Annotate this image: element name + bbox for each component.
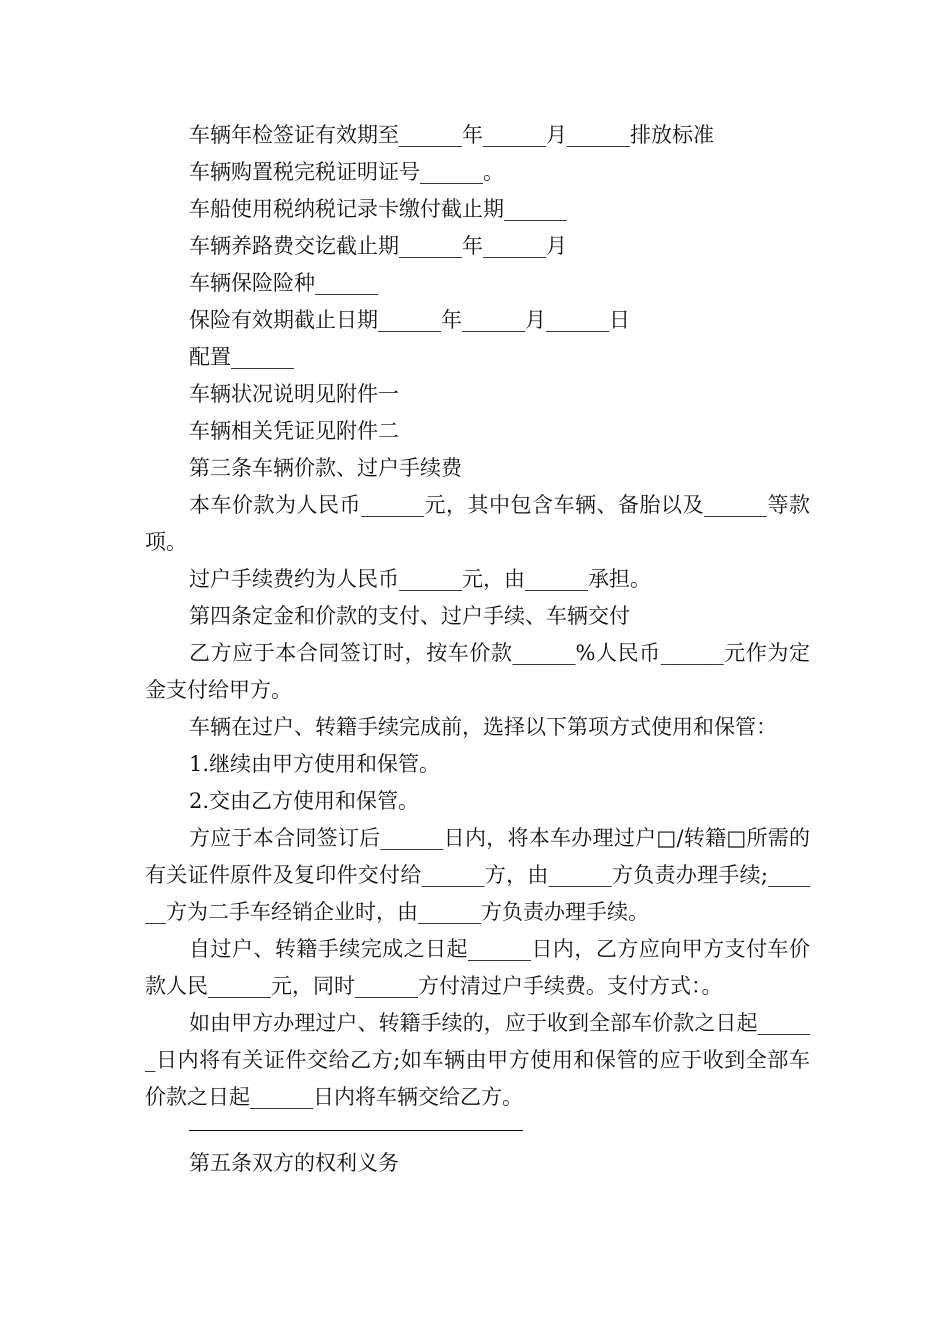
vehicle-condition-attachment-line: 车辆状况说明见附件一 — [189, 382, 399, 406]
transfer-fee-line: 过户手续费约为人民币______元，由______承担。 — [189, 567, 651, 591]
article-three-heading: 第三条车辆价款、过户手续费 — [189, 456, 462, 480]
delivery-paragraph: 如由甲方办理过户、转籍手续的，应于收到全部车价款之日起______日内将有关证件交给乙方;如车辆由甲方使用和保管的应于收到全部车价款之日起______日内将车辆交给乙方。 — [145, 1011, 810, 1109]
custody-option-2-line: 2.交由乙方使用和保管。 — [189, 789, 420, 813]
road-maintenance-fee-line: 车辆养路费交讫截止期______年______月 — [189, 234, 567, 258]
insurance-type-line: 车辆保险险种______ — [189, 271, 378, 295]
vehicle-documents-attachment-line: 车辆相关凭证见附件二 — [189, 419, 399, 443]
custody-option-1-line: 1.继续由甲方使用和保管。 — [189, 752, 441, 776]
configuration-line: 配置______ — [189, 345, 294, 369]
deposit-paragraph: 乙方应于本合同签订时，按车价款______%人民币______元作为定金支付给甲方。 — [145, 641, 810, 702]
purchase-tax-certificate-line: 车辆购置税完税证明证号______。 — [189, 160, 504, 184]
custody-option-intro-line: 车辆在过户、转籍手续完成前，选择以下第项方式使用和保管： — [189, 715, 777, 739]
vehicle-vessel-tax-line: 车船使用税纳税记录卡缴付截止期______ — [189, 197, 567, 221]
inspection-validity-line: 车辆年检签证有效期至______年______月______排放标准 — [189, 123, 714, 147]
payment-paragraph: 自过户、转籍手续完成之日起______日内，乙方应向甲方支付车价款人民______元，同时______方付清过户手续费。支付方式：。 — [145, 937, 810, 998]
vehicle-price-paragraph: 本车价款为人民币______元，其中包含车辆、备胎以及______等款项。 — [145, 493, 810, 554]
article-five-heading: 第五条双方的权利义务 — [189, 1151, 399, 1175]
horizontal-rule — [189, 1130, 523, 1131]
article-four-heading: 第四条定金和价款的支付、过户手续、车辆交付 — [189, 604, 630, 628]
insurance-expiry-line: 保险有效期截止日期______年______月______日 — [189, 308, 630, 332]
transfer-documents-paragraph: 方应于本合同签订后______日内，将本车办理过户□/转籍□所需的有关证件原件及复印件交付给______方，由______方负责办理手续;______方为二手车经销企业时，由______方负责办理手续。 — [145, 826, 810, 924]
